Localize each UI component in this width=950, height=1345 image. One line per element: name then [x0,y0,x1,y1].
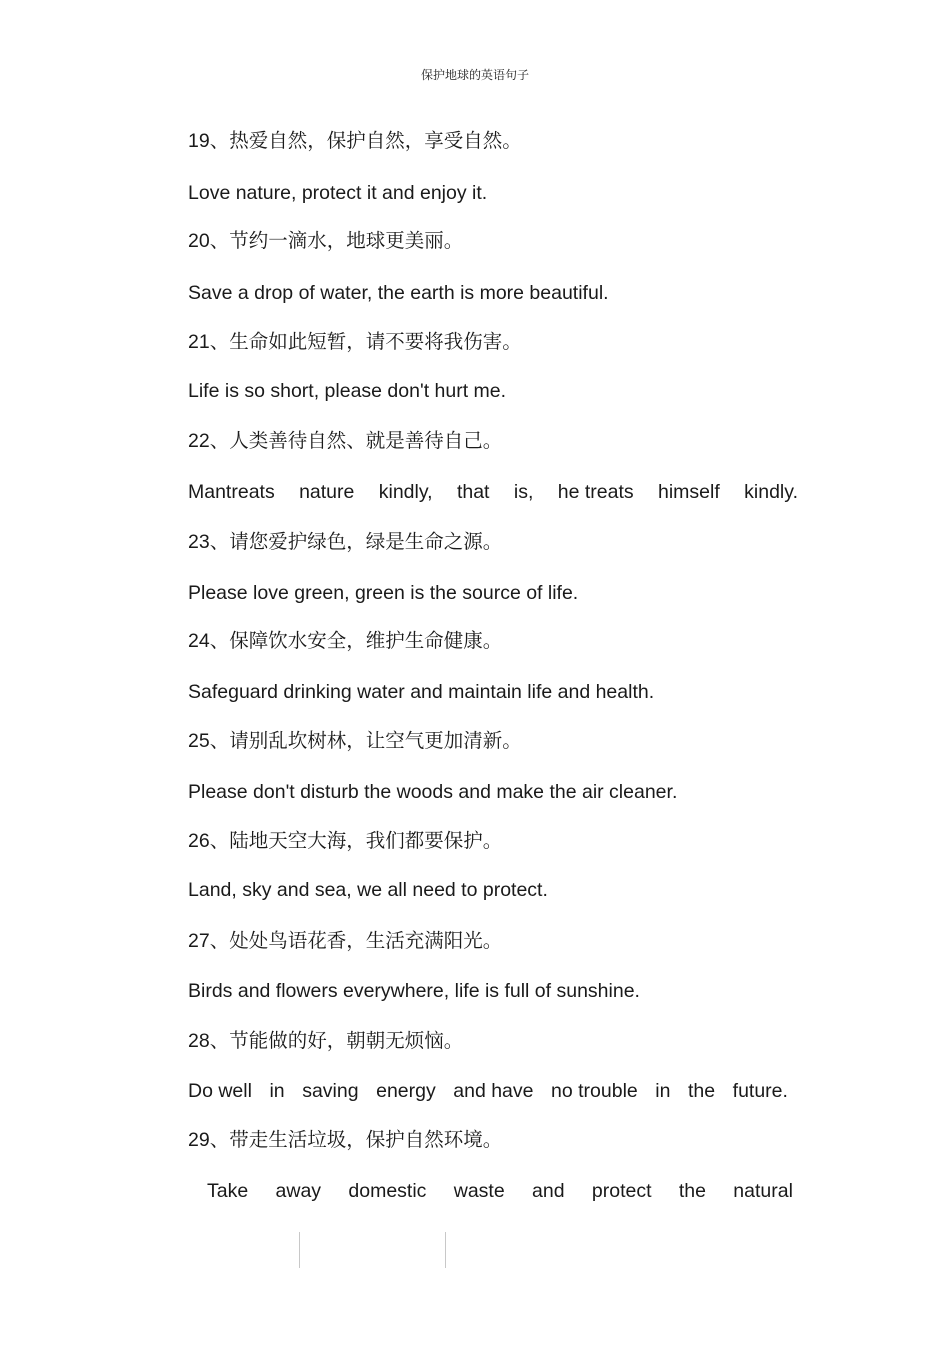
word: saving [302,1080,359,1102]
sentence-19-zh: 19、热爱自然，保护自然，享受自然。 [188,130,522,152]
word: that [456,481,490,503]
sentence-28-en [188,1078,788,1104]
word: nature [299,481,355,503]
sentence-22-zh: 22、人类善待自然、就是善待自己。 [188,430,503,452]
sentence-24-zh: 24、保障饮水安全，维护生命健康。 [188,630,503,652]
sentence-23-en: Please love green, green is the source of life. [188,582,579,604]
word: in [269,1080,285,1102]
sentence-19-en: Love nature, protect it and enjoy it. [188,182,488,204]
word: Mantreats [188,481,275,503]
sentence-26-en: Land, sky and sea, we all need to protect. [188,879,548,901]
word: domestic [348,1180,427,1202]
word: Take [207,1180,249,1202]
word: kindly. [744,481,798,503]
word: kindly, [378,481,433,503]
sentence-27-en: Birds and flowers everywhere, life is full of sunshine. [188,980,640,1002]
footer-divider-right [445,1232,446,1268]
sentence-29-zh: 29、带走生活垃圾，保护自然环境。 [188,1129,503,1151]
word: is, [513,481,534,503]
sentence-20-zh: 20、节约一滴水，地球更美丽。 [188,230,464,252]
word: natural [733,1180,793,1202]
sentence-29-en [207,1178,793,1204]
sentence-25-zh: 25、请别乱坎树林，让空气更加清新。 [188,730,522,752]
sentence-26-zh: 26、陆地天空大海，我们都要保护。 [188,830,503,852]
sentence-25-en: Please don't disturb the woods and make the air cleaner. [188,781,678,803]
word: future. [732,1080,788,1102]
word: the [678,1180,706,1202]
sentence-28-zh: 28、节能做的好，朝朝无烦恼。 [188,1030,464,1052]
word: away [275,1180,322,1202]
sentence-27-zh: 27、处处鸟语花香，生活充满阳光。 [188,930,503,952]
page-header-title: 保护地球的英语句子 [420,68,529,82]
word: and have [453,1080,534,1102]
word: he treats [557,481,634,503]
sentence-24-en: Safeguard drinking water and maintain life and health. [188,681,655,703]
sentence-21-en: Life is so short, please don't hurt me. [188,380,507,402]
sentence-23-zh: 23、请您爱护绿色，绿是生命之源。 [188,531,503,553]
word: Do well [188,1080,252,1102]
word: waste [453,1180,505,1202]
word: the [688,1080,716,1102]
word: himself [658,481,720,503]
sentence-20-en: Save a drop of water, the earth is more beautiful. [188,282,609,304]
word: protect [591,1180,652,1202]
sentence-21-zh: 21、生命如此短暂，请不要将我伤害。 [188,331,522,353]
sentence-22-en [188,479,798,505]
word: no trouble [551,1080,638,1102]
word: energy [376,1080,436,1102]
word: in [655,1080,671,1102]
word: and [532,1180,565,1202]
footer-divider-left [299,1232,300,1268]
